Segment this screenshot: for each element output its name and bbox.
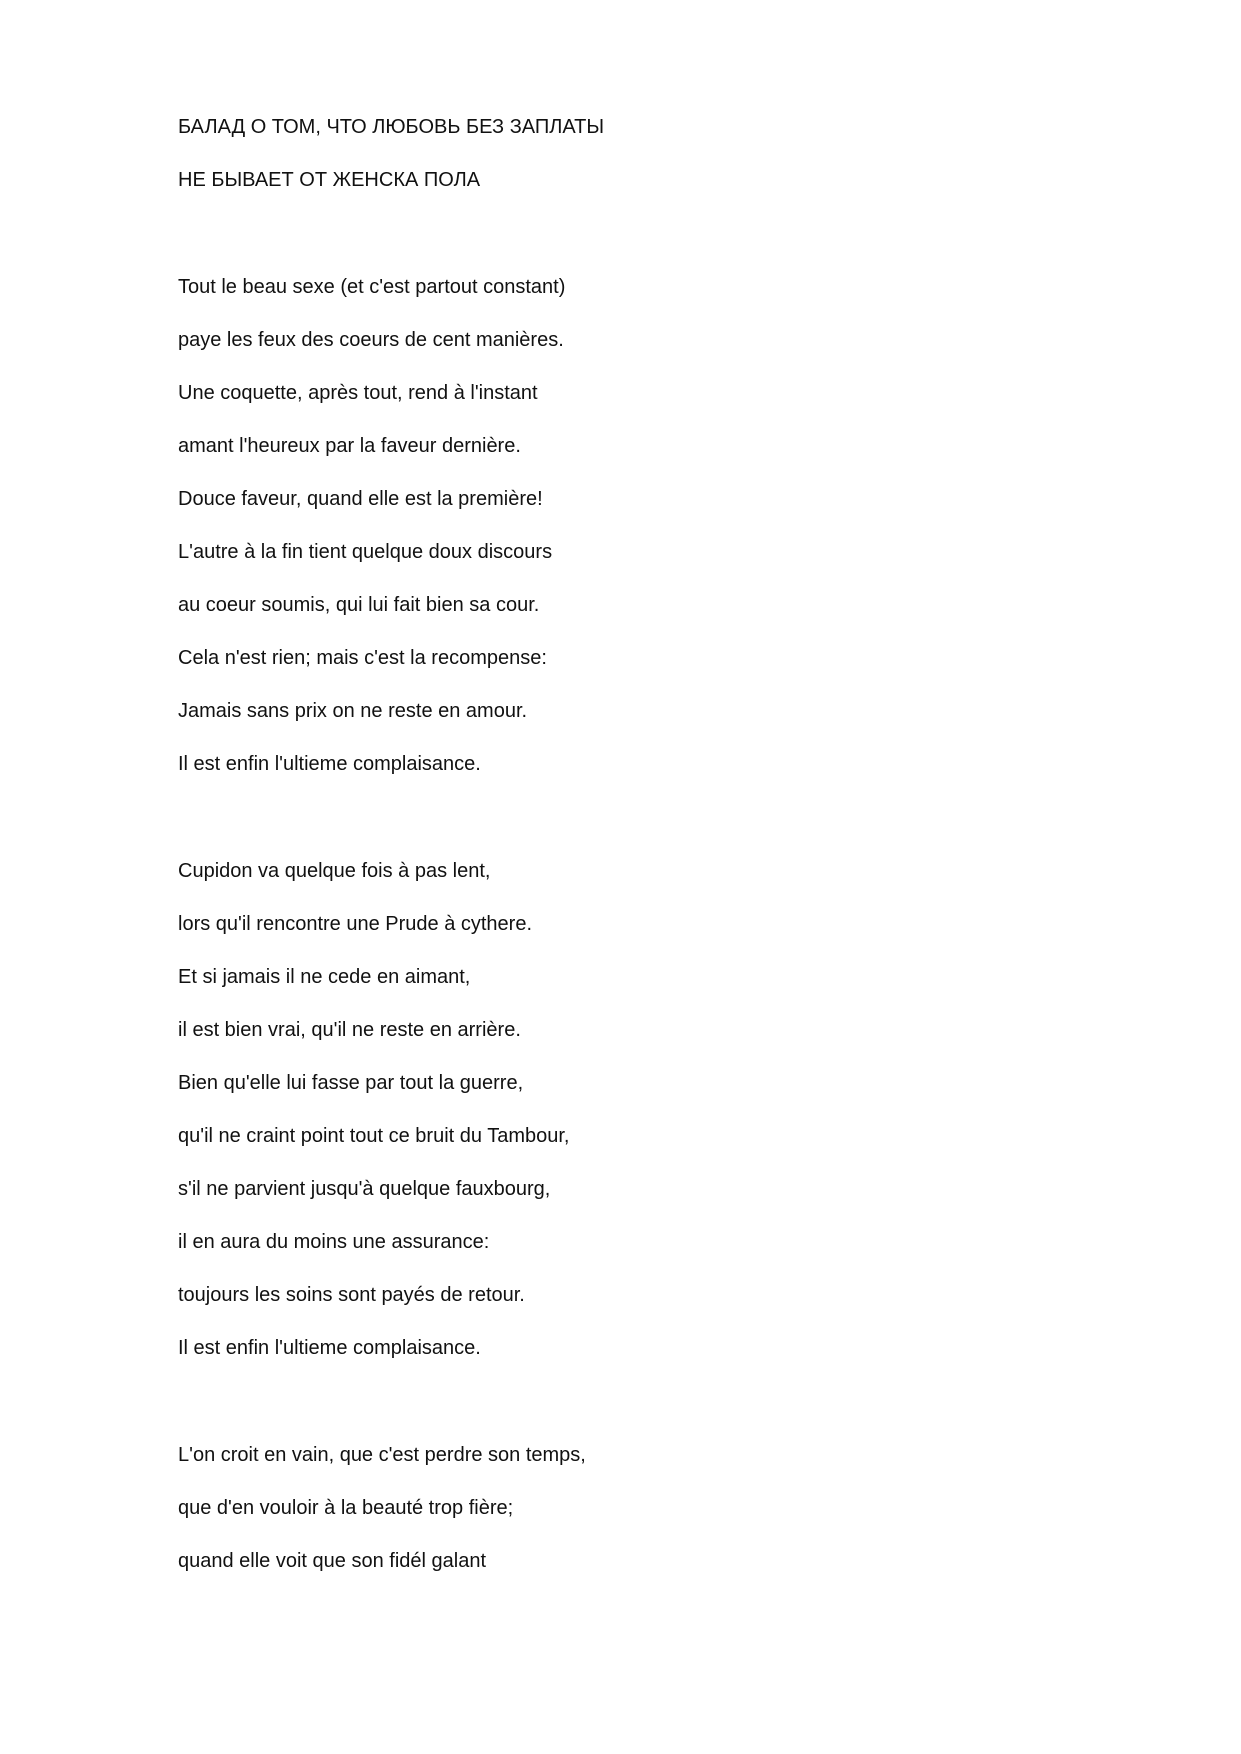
verse-line: lors qu'il rencontre une Prude à cythere. xyxy=(178,913,533,935)
verse-line: Une coquette, après tout, rend à l'instant xyxy=(178,382,538,404)
verse-line: qu'il ne craint point tout ce bruit du Tambour, xyxy=(178,1125,570,1147)
verse-line: Bien qu'elle lui fasse par tout la guerre, xyxy=(178,1072,524,1094)
refrain-line: Il est enfin l'ultieme complaisance. xyxy=(178,1337,481,1359)
title-line: НЕ БЫВАЕТ ОТ ЖЕНСКА ПОЛА xyxy=(178,169,481,191)
poem-content xyxy=(178,114,1078,1601)
verse-line: Tout le beau sexe (et c'est partout constant) xyxy=(178,276,566,298)
verse-line: que d'en vouloir à la beauté trop fière; xyxy=(178,1497,514,1519)
verse-line: il en aura du moins une assurance: xyxy=(178,1231,490,1253)
verse-line: Et si jamais il ne cede en aimant, xyxy=(178,966,471,988)
stanza-2 xyxy=(178,858,1078,1388)
refrain-line: Il est enfin l'ultieme complaisance. xyxy=(178,753,481,775)
title-line: БАЛАД О ТОМ, ЧТО ЛЮБОВЬ БЕЗ ЗАПЛАТЫ xyxy=(178,116,605,138)
verse-line: s'il ne parvient jusqu'à quelque fauxbourg, xyxy=(178,1178,551,1200)
stanza-3 xyxy=(178,1442,1078,1601)
verse-line: quand elle voit que son fidél galant xyxy=(178,1550,487,1572)
verse-line: Jamais sans prix on ne reste en amour. xyxy=(178,700,528,722)
verse-line: Cupidon va quelque fois à pas lent, xyxy=(178,860,491,882)
stanza-1 xyxy=(178,274,1078,804)
verse-line: toujours les soins sont payés de retour. xyxy=(178,1284,525,1306)
verse-line: il est bien vrai, qu'il ne reste en arrière. xyxy=(178,1019,521,1041)
verse-line: au coeur soumis, qui lui fait bien sa cour. xyxy=(178,594,540,616)
poem-title xyxy=(178,114,1078,220)
verse-line: L'autre à la fin tient quelque doux discours xyxy=(178,541,553,563)
verse-line: L'on croit en vain, que c'est perdre son temps, xyxy=(178,1444,586,1466)
verse-line: paye les feux des coeurs de cent manières. xyxy=(178,329,564,351)
verse-line: Cela n'est rien; mais c'est la recompense: xyxy=(178,647,547,669)
verse-line: Douce faveur, quand elle est la première! xyxy=(178,488,543,510)
verse-line: amant l'heureux par la faveur dernière. xyxy=(178,435,521,457)
